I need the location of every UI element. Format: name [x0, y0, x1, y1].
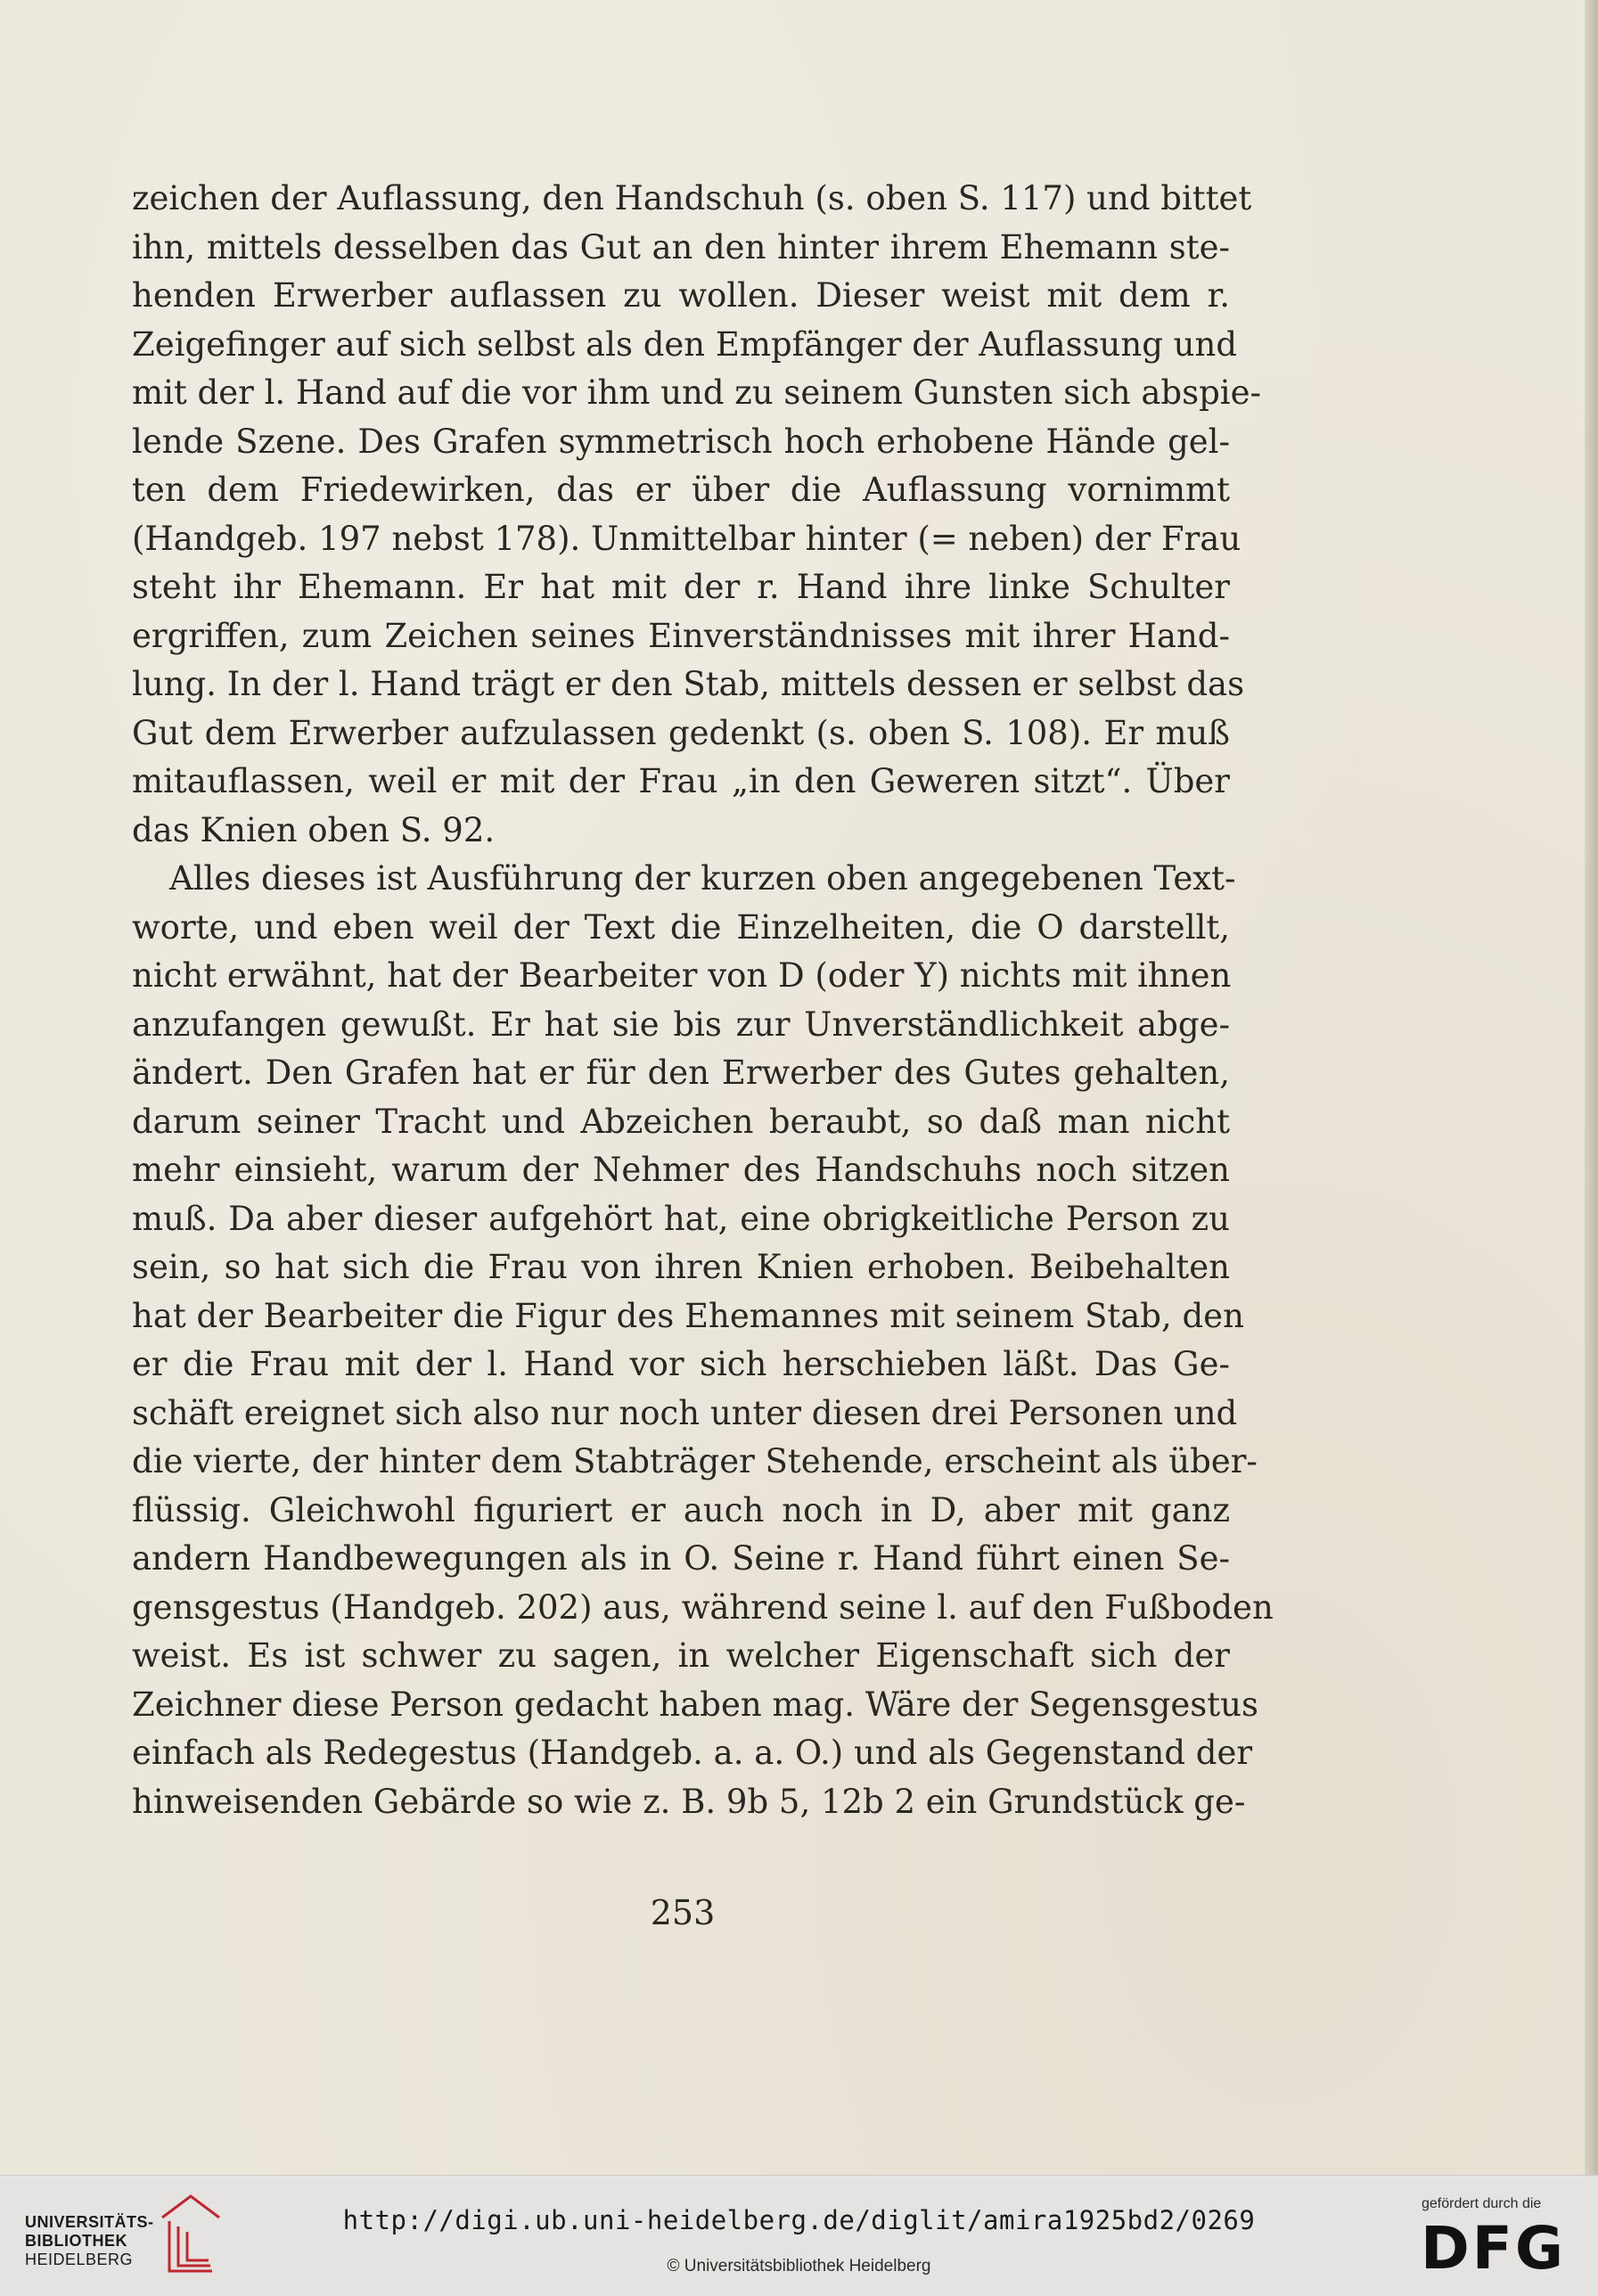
- copyright-notice: © Universitätsbibliothek Heidelberg: [667, 2257, 931, 2276]
- text-line: ihn, mittels desselben das Gut an den hinter ihrem Ehemann ste-: [132, 227, 1230, 266]
- text-line: mit der l. Hand auf die vor ihm und zu seinem Gunsten sich abspie-: [132, 373, 1262, 412]
- text-line: ergriffen, zum Zeichen seines Einverständnisses mit ihrer Hand-: [132, 616, 1230, 655]
- text-line: schäft ereignet sich also nur noch unter diesen drei Personen und: [132, 1393, 1238, 1432]
- text-line: henden Erwerber auflassen zu wollen. Dieser weist mit dem r.: [132, 276, 1230, 315]
- text-line: muß. Da aber dieser aufgehört hat, eine obrigkeitliche Person zu: [132, 1199, 1230, 1238]
- text-line: steht ihr Ehemann. Er hat mit der r. Hand ihre linke Schulter: [132, 568, 1230, 606]
- text-line: ändert. Den Grafen hat er für den Erwerber des Gutes gehalten,: [132, 1054, 1230, 1092]
- text-line: weist. Es ist schwer zu sagen, in welcher Eigenschaft sich der: [132, 1636, 1230, 1675]
- text-line: sein, so hat sich die Frau von ihren Knien erhoben. Beibehalten: [132, 1248, 1230, 1286]
- text-line: Zeichner diese Person gedacht haben mag. Wäre der Segensgestus: [132, 1685, 1258, 1724]
- library-name-line: UNIVERSITÄTS-: [25, 2213, 154, 2231]
- page-number: 253: [650, 1893, 716, 1932]
- paragraph-start-line: Alles dieses ist Ausführung der kurzen oben angegebenen Text-: [169, 859, 1236, 898]
- text-line: ten dem Friedewirken, das er über die Auflassung vornimmt: [132, 471, 1230, 509]
- permalink-url[interactable]: http://digi.ub.uni-heidelberg.de/diglit/amira1925bd2/0269: [342, 2205, 1256, 2235]
- library-name-line: HEIDELBERG: [25, 2251, 134, 2268]
- text-line: lung. In der l. Hand trägt er den Stab, mittels dessen er selbst das: [132, 665, 1245, 703]
- text-line: andern Handbewegungen als in O. Seine r. Hand führt einen Se-: [132, 1539, 1230, 1578]
- text-line: flüssig. Gleichwohl figuriert er auch noch in D, aber mit ganz: [132, 1490, 1230, 1529]
- funding-note: gefördert durch die: [1422, 2196, 1542, 2211]
- text-line: mitauflassen, weil er mit der Frau „in den Geweren sitzt“. Über: [132, 762, 1230, 800]
- text-line: Gut dem Erwerber aufzulassen gedenkt (s. oben S. 108). Er muß: [132, 713, 1230, 752]
- text-line: einfach als Redegestus (Handgeb. a. a. O.) und als Gegenstand der: [132, 1734, 1253, 1772]
- paragraph-end-line: das Knien oben S. 92.: [132, 810, 496, 849]
- text-line: nicht erwähnt, hat der Bearbeiter von D (oder Y) nichts mit ihnen: [132, 956, 1232, 995]
- text-line: zeichen der Auflassung, den Handschuh (s. oben S. 117) und bittet: [132, 179, 1252, 217]
- text-line: er die Frau mit der l. Hand vor sich herschieben läßt. Das Ge-: [132, 1345, 1230, 1383]
- text-line: gensgestus (Handgeb. 202) aus, während seine l. auf den Fußboden: [132, 1587, 1274, 1627]
- text-line: Zeigefinger auf sich selbst als den Empfänger der Auflassung und: [132, 324, 1238, 364]
- text-line: (Handgeb. 197 nebst 178). Unmittelbar hinter (= neben) der Frau: [132, 519, 1242, 558]
- text-line: hinweisenden Gebärde so wie z. B. 9b 5, 12b 2 ein Grundstück ge-: [132, 1782, 1246, 1821]
- text-line: worte, und eben weil der Text die Einzelheiten, die O darstellt,: [132, 907, 1230, 947]
- page-edge: [1585, 0, 1598, 2175]
- text-line: darum seiner Tracht und Abzeichen beraubt, so daß man nicht: [132, 1102, 1230, 1141]
- text-line: die vierte, der hinter dem Stabträger Stehende, erscheint als über-: [132, 1442, 1258, 1480]
- footer-bar: [0, 2175, 1598, 2296]
- library-name-line: BIBLIOTHEK: [25, 2232, 127, 2250]
- text-line: anzufangen gewußt. Er hat sie bis zur Unverständlichkeit abge-: [132, 1004, 1230, 1044]
- text-line: lende Szene. Des Grafen symmetrisch hoch erhobene Hände gel-: [132, 422, 1230, 461]
- dfg-logo[interactable]: DFG: [1421, 2214, 1567, 2283]
- text-line: mehr einsieht, warum der Nehmer des Handschuhs noch sitzen: [132, 1151, 1230, 1189]
- body-text: [132, 175, 1274, 1826]
- text-line: hat der Bearbeiter die Figur des Ehemannes mit seinem Stab, den: [132, 1296, 1244, 1335]
